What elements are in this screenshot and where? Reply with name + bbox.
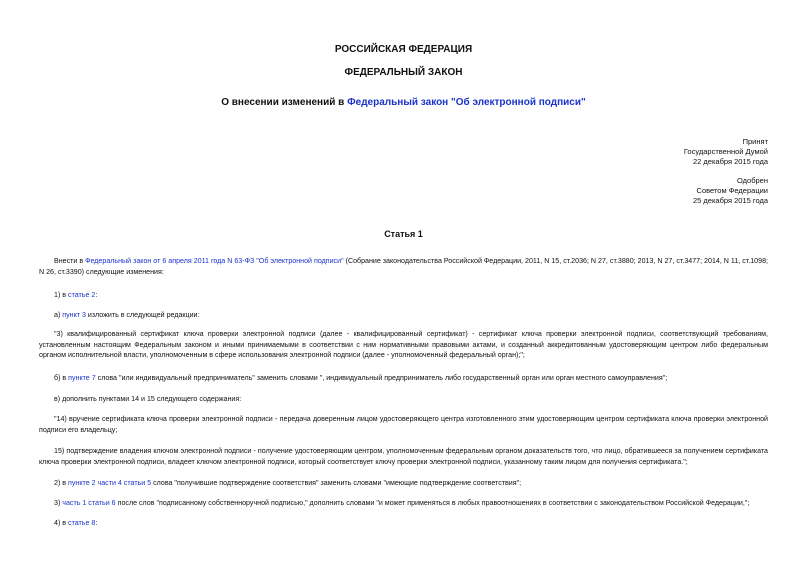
country-heading: РОССИЙСКАЯ ФЕДЕРАЦИЯ [334, 44, 473, 55]
paragraph-3 [39, 498, 768, 509]
text: : [95, 291, 98, 299]
paragraph-point-15: 15) подтверждение владения ключом электронной подписи - получение удостоверяющим центром, уполномоченным федеральным органом доказательств того, что лицо, обратившееся за получением сертификата ключа проверки электронной подписи, владеет ключом электронной подписи, который соответствует ключу проверки электронной подписи, указанному таким лицом для получения сертификата."; [39, 447, 768, 466]
text: б) в [54, 374, 69, 382]
text: : [95, 519, 98, 527]
adopted-line: Принят [742, 137, 768, 146]
text: 1) в [54, 291, 69, 299]
adopted-date: 22 декабря 2015 года [692, 157, 768, 166]
paragraph-1c: в) дополнить пунктами 14 и 15 следующего содержания: [54, 395, 242, 403]
text: 2) в [54, 479, 69, 487]
text: после слов "подписанному собственноручной подписью," дополнить словами "и может применяться в любых правоотношениях в соответствии с законодательством Российской Федерации,"; [115, 499, 750, 507]
paragraph-1b [39, 373, 768, 384]
law-title-prefix: О внесении изменений в [221, 97, 348, 108]
point-7-link[interactable]: пункте 7 [68, 374, 96, 382]
adopted-by: Государственной Думой [683, 147, 768, 156]
paragraph-point-14: "14) вручение сертификата ключа проверки электронной подписи - передача доверенным лицом удостоверяющего центра изготовленного этим удостоверяющим центром сертификата ключа проверки электронной подписи его владельцу; [39, 415, 768, 434]
adopted-block [684, 137, 768, 167]
approved-date: 25 декабря 2015 года [692, 196, 768, 205]
approved-block [693, 176, 768, 206]
text: Внести в [54, 257, 86, 265]
article-8-link[interactable]: статье 8 [68, 519, 96, 527]
article-heading: Статья 1 [384, 229, 423, 239]
law-title [0, 97, 807, 108]
paragraph-2 [39, 478, 768, 489]
paragraph-intro [39, 256, 768, 277]
approved-by: Советом Федерации [696, 186, 768, 195]
text: 4) в [54, 519, 69, 527]
law-link[interactable]: Федеральный закон от 6 апреля 2011 года N 63-ФЗ "Об электронной подписи" [85, 257, 344, 265]
paragraph-1 [39, 290, 768, 301]
paragraph-1a [39, 310, 768, 321]
article-5-link[interactable]: пункте 2 части 4 статьи 5 [68, 479, 152, 487]
article-6-link[interactable]: часть 1 статьи 6 [62, 499, 116, 507]
text: слова "получившие подтверждение соответствия" заменить словами "имеющие подтверждение соответствия"; [151, 479, 522, 487]
approved-line: Одобрен [737, 176, 768, 185]
text: слова "или индивидуальный предприниматель" заменить словами ", индивидуальный предприниматель либо государственный орган или орган местного самоуправления"; [95, 374, 668, 382]
text: изложить в следующей редакции: [85, 311, 200, 319]
text: (Собрание законодательства Российской Федерации, 2011, N 15, ст.2036; N 27, ст.3880; 2013, N 27, ст.3477; 2014, N 11, ст.1098; N 26, ст.3390) следующие изменения: [39, 257, 768, 276]
paragraph-point-3: "3) квалифицированный сертификат ключа проверки электронной подписи (далее - квалифицированный сертификат) - сертификат ключа проверки электронной подписи, соответствующий требованиям, установленным настоящим Федеральным законом и иными принимаемыми в соответствии с ним нормативными правовыми актами, и созданный аккредитованным удостоверяющим центром либо федеральным органом исполнительной власти, уполномоченным в сфере использования электронной подписи (далее - уполномоченный федеральный орган);"; [39, 330, 768, 359]
text: 3) [54, 499, 63, 507]
paragraph-4 [39, 518, 768, 529]
point-3-link[interactable]: пункт 3 [62, 311, 86, 319]
text: а) [54, 311, 63, 319]
law-type-heading: ФЕДЕРАЛЬНЫЙ ЗАКОН [344, 67, 463, 78]
law-title-link[interactable]: Федеральный закон "Об электронной подписи" [347, 97, 586, 108]
article-2-link[interactable]: статье 2 [68, 291, 96, 299]
